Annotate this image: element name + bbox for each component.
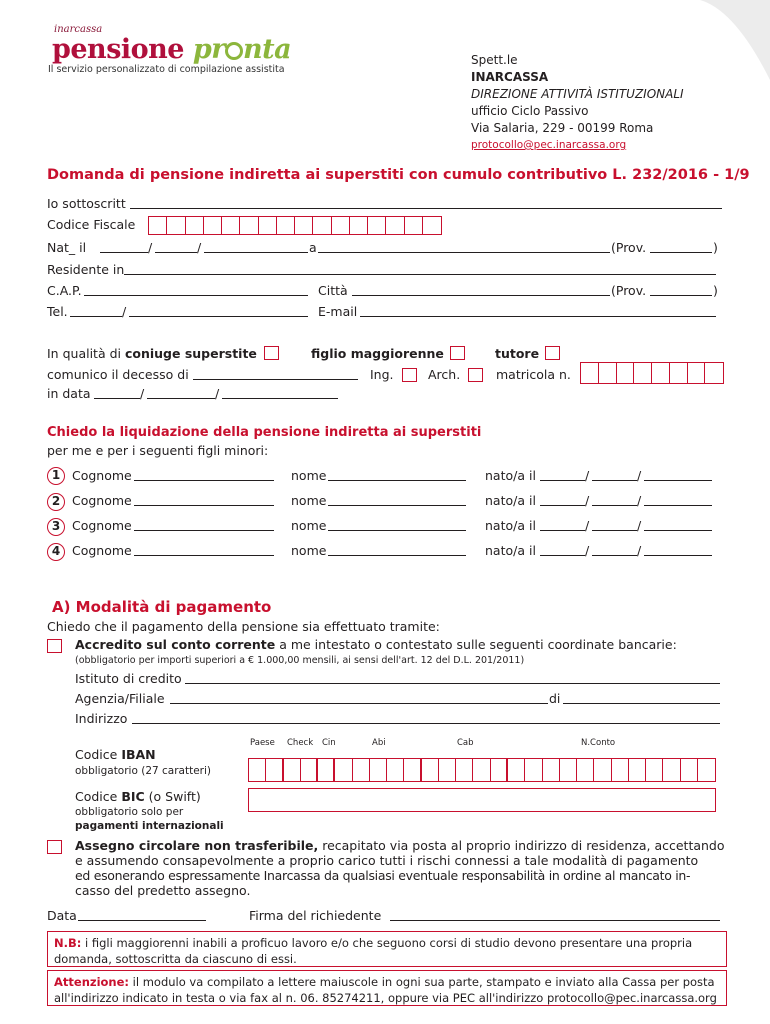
child-cognome-field[interactable] [134, 530, 274, 531]
tel-slash: / [122, 304, 127, 319]
child-nome-field[interactable] [328, 555, 466, 556]
bic-field[interactable] [248, 788, 716, 812]
assegno-line3: ed esonerando espressamente Inarcassa da qualsiasi eventuale responsabilità in ordine al mancato in- [75, 868, 691, 883]
qualita-prefix: In qualità di [47, 346, 125, 361]
child-day-field[interactable] [540, 480, 585, 481]
matricola-cells[interactable] [580, 362, 724, 384]
date-slash: / [637, 468, 642, 483]
di-label: di [549, 691, 561, 706]
figlio-checkbox[interactable] [450, 346, 465, 360]
in-data-label: in data [47, 386, 91, 401]
address-line3: DIREZIONE ATTIVITÀ ISTITUZIONALI [471, 87, 684, 101]
pagamento-intro: Chiedo che il pagamento della pensione sia effettuato tramite: [47, 619, 440, 634]
nato-year-field[interactable] [204, 252, 308, 253]
prov-label-2: (Prov. [611, 283, 647, 298]
child-nome-field[interactable] [328, 505, 466, 506]
child-nato-label: nato/a il [485, 468, 536, 483]
tel-number-field[interactable] [129, 316, 308, 317]
arch-checkbox[interactable] [468, 368, 483, 382]
coniuge-label: coniuge superstite [124, 346, 257, 361]
residente-label: Residente in [47, 262, 125, 277]
tel-label: Tel. [47, 304, 68, 319]
date-slash: / [637, 518, 642, 533]
child-cognome-label: Cognome [72, 518, 132, 533]
address-line5: Via Salaria, 229 - 00199 Roma [471, 121, 654, 135]
iban-header: Abi [372, 738, 386, 748]
date-slash: / [585, 468, 590, 483]
child-day-field[interactable] [540, 505, 585, 506]
iban-sub: obbligatorio (27 caratteri) [75, 765, 212, 777]
iban-header: Paese [250, 738, 275, 748]
sottoscritt-field[interactable] [130, 208, 722, 209]
attenzione-text2: all'indirizzo indicato in testa o via fax al n. 06. 85274211, oppure via PEC all'indirizzo protocollo@pec.inarcassa.org [54, 991, 717, 1005]
qualita-row [47, 346, 257, 361]
coniuge-checkbox[interactable] [264, 346, 279, 360]
child-month-field[interactable] [592, 555, 637, 556]
indirizzo-label: Indirizzo [75, 711, 128, 726]
attenzione-label: Attenzione: [54, 975, 130, 989]
child-month-field[interactable] [592, 530, 637, 531]
child-nome-label: nome [291, 468, 327, 483]
birthplace-field[interactable] [318, 252, 610, 253]
child-nome-field[interactable] [328, 530, 466, 531]
email-field[interactable] [360, 316, 716, 317]
address-block [471, 52, 684, 154]
address-line1: Spett.le [471, 53, 518, 67]
accredito-label [75, 637, 677, 652]
arch-label: Arch. [428, 367, 461, 382]
child-nome-label: nome [291, 543, 327, 558]
bic-label [75, 789, 201, 804]
tutore-checkbox[interactable] [545, 346, 560, 360]
nato-day-field[interactable] [100, 252, 148, 253]
prov-label: (Prov. [611, 240, 647, 255]
istituto-label: Istituto di credito [75, 671, 182, 686]
istituto-field[interactable] [185, 683, 720, 684]
date-slash: / [140, 386, 145, 401]
child-year-field[interactable] [644, 530, 712, 531]
tel-prefix-field[interactable] [70, 316, 122, 317]
accredito-rest: a me intestato o contestato sulle seguenti coordinate bancarie: [275, 637, 677, 652]
bic-sub1: obbligatorio solo per [75, 806, 184, 818]
date-slash: / [585, 518, 590, 533]
iban-label-pre: Codice [75, 747, 122, 762]
comunico-label: comunico il decesso di [47, 367, 189, 382]
date-slash: / [585, 493, 590, 508]
data-field[interactable] [78, 920, 206, 921]
citta-field[interactable] [352, 295, 610, 296]
assegno-rest1: recapitato via posta al proprio indirizzo di residenza, accettando [318, 838, 725, 853]
agenzia-field[interactable] [170, 703, 548, 704]
iban-cells[interactable] [248, 758, 716, 782]
logo-brand-small: inarcassa [54, 24, 103, 35]
date-slash: / [637, 543, 642, 558]
indirizzo-field[interactable] [132, 723, 720, 724]
child-cognome-label: Cognome [72, 543, 132, 558]
death-month-field[interactable] [147, 398, 215, 399]
tutore-label: tutore [495, 346, 540, 361]
deceased-name-field[interactable] [193, 379, 358, 380]
attenzione-text: il modulo va compilato a lettere maiuscole in ogni sua parte, stampato e inviato alla Cassa per posta [129, 975, 715, 989]
sottoscritt-label: Io sottoscritt [47, 196, 126, 211]
prov-close-2: ) [713, 283, 718, 298]
firma-field[interactable] [390, 920, 720, 921]
child-nato-label: nato/a il [485, 543, 536, 558]
child-nome-label: nome [291, 493, 327, 508]
assegno-text [75, 838, 725, 898]
child-number-badge: 3 [47, 518, 65, 536]
nato-month-field[interactable] [155, 252, 197, 253]
child-number-badge: 1 [47, 467, 65, 485]
nb-note [47, 931, 727, 967]
nato-label: Nat_ il [47, 240, 87, 255]
iban-header: N.Conto [581, 738, 616, 748]
pagamento-heading: A) Modalità di pagamento [52, 598, 272, 616]
child-year-field[interactable] [644, 555, 712, 556]
bic-label-pre: Codice [75, 789, 122, 804]
child-cognome-label: Cognome [72, 493, 132, 508]
logo-circle-icon [225, 42, 243, 60]
a-label: a [309, 240, 317, 255]
attenzione-note [47, 970, 727, 1006]
bic-sub2: pagamenti internazionali [75, 820, 224, 832]
accredito-note: (obbligatorio per importi superiori a € 1.000,00 mensili, ai sensi dell'art. 12 del D.L. 201/2011) [75, 655, 525, 666]
logo [52, 34, 291, 65]
child-cognome-field[interactable] [134, 480, 274, 481]
logo-name-part1: pensione [52, 34, 193, 65]
ing-checkbox[interactable] [402, 368, 417, 382]
child-month-field[interactable] [592, 480, 637, 481]
assegno-checkbox[interactable] [47, 840, 62, 854]
iban-header: Cin [322, 738, 336, 748]
child-nome-label: nome [291, 518, 327, 533]
accredito-checkbox[interactable] [47, 639, 62, 653]
nb-text: i figli maggiorenni inabili a proficuo lavoro e/o che seguono corsi di studio devono presentare una propria [81, 936, 693, 950]
child-nato-label: nato/a il [485, 493, 536, 508]
accredito-bold: Accredito sul conto corrente [75, 637, 276, 652]
codice-fiscale-label: Codice Fiscale [47, 217, 136, 232]
address-email[interactable]: protocollo@pec.inarcassa.org [471, 139, 627, 151]
death-year-field[interactable] [222, 398, 338, 399]
prov-field-2[interactable] [650, 295, 712, 296]
date-slash: / [148, 240, 153, 255]
liquidazione-heading: Chiedo la liquidazione della pensione indiretta ai superstiti [47, 425, 482, 440]
liquidazione-sub: per me e per i seguenti figli minori: [47, 443, 269, 458]
prov-close: ) [713, 240, 718, 255]
date-slash: / [637, 493, 642, 508]
nb-text2: domanda, sottoscritta da ciascuno di essi. [54, 952, 297, 966]
death-day-field[interactable] [94, 398, 140, 399]
ing-label: Ing. [370, 367, 394, 382]
cap-label: C.A.P. [47, 283, 82, 298]
iban-header: Cab [457, 738, 474, 748]
child-cognome-label: Cognome [72, 468, 132, 483]
child-month-field[interactable] [592, 505, 637, 506]
figlio-label: figlio maggiorenne [311, 346, 444, 361]
firma-label: Firma del richiedente [249, 908, 382, 923]
residente-field[interactable] [124, 274, 716, 275]
assegno-line4: casso del predetto assegno. [75, 883, 251, 898]
address-line2: INARCASSA [471, 70, 549, 84]
assegno-bold: Assegno circolare non trasferibile, [75, 838, 319, 853]
date-slash: / [197, 240, 202, 255]
form-title: Domanda di pensione indiretta ai superstiti con cumulo contributivo L. 232/2016 - 1/9 [47, 167, 750, 183]
child-number-badge: 2 [47, 493, 65, 511]
iban-label [75, 747, 156, 762]
date-slash: / [585, 543, 590, 558]
di-field[interactable] [563, 703, 720, 704]
agenzia-label: Agenzia/Filiale [75, 691, 165, 706]
iban-label-bold: IBAN [121, 747, 156, 762]
iban-header: Check [287, 738, 314, 748]
child-number-badge: 4 [47, 543, 65, 561]
child-year-field[interactable] [644, 505, 712, 506]
email-label: E-mail [318, 304, 358, 319]
address-line4: ufficio Ciclo Passivo [471, 104, 589, 118]
child-day-field[interactable] [540, 555, 585, 556]
prov-field[interactable] [650, 252, 712, 253]
logo-name-part2: pr [192, 34, 225, 65]
data-label: Data [47, 908, 77, 923]
child-cognome-field[interactable] [134, 505, 274, 506]
child-day-field[interactable] [540, 530, 585, 531]
cap-field[interactable] [84, 295, 308, 296]
bic-label-bold: BIC [121, 789, 145, 804]
assegno-line2: e assumendo consapevolmente a proprio carico tutti i rischi connessi a tale modalità di pagamento [75, 853, 699, 868]
child-nato-label: nato/a il [485, 518, 536, 533]
logo-name-part3: nta [242, 34, 292, 65]
matricola-label: matricola n. [496, 367, 571, 382]
date-slash: / [215, 386, 220, 401]
child-cognome-field[interactable] [134, 555, 274, 556]
logo-tagline: Il servizio personalizzato di compilazione assistita [48, 64, 285, 75]
codice-fiscale-cells[interactable] [148, 216, 442, 235]
child-nome-field[interactable] [328, 480, 466, 481]
nb-label: N.B: [54, 936, 82, 950]
citta-label: Città [318, 283, 348, 298]
bic-label-post: (o Swift) [144, 789, 201, 804]
child-year-field[interactable] [644, 480, 712, 481]
